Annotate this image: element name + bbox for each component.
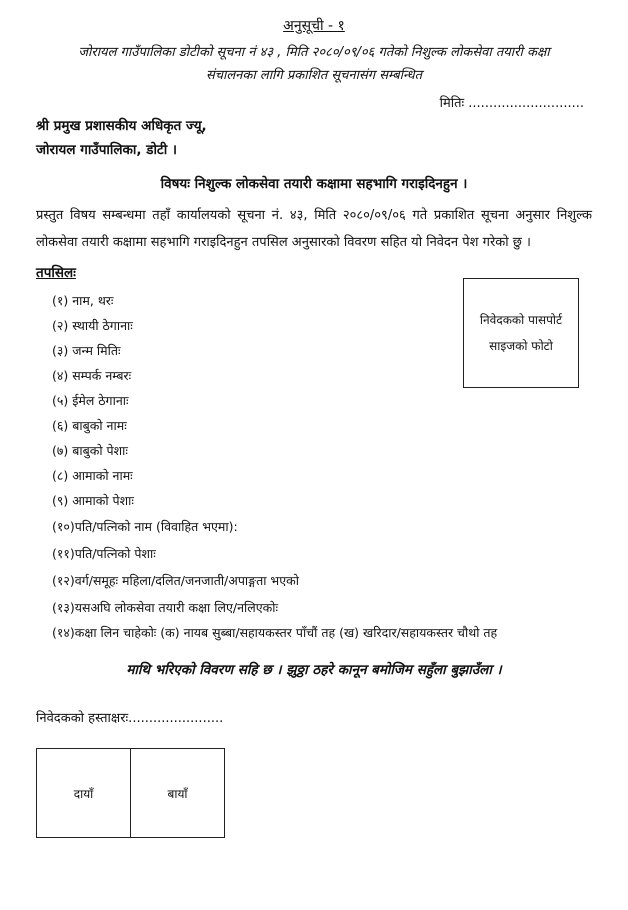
list-item: (११)पति/पत्निको पेशाः bbox=[52, 546, 156, 561]
tapasil-heading: तपसिलः bbox=[36, 265, 76, 281]
list-item: (६) बाबुको नामः bbox=[52, 418, 127, 433]
addressee-line-2: जोरायल गाउँपालिका, डोटी । bbox=[36, 142, 178, 158]
thumbprint-left-label: बायाँ bbox=[167, 786, 188, 801]
list-item: (४) सम्पर्क नम्बरः bbox=[52, 368, 132, 383]
list-item: (१३)यसअघि लोकसेवा तयारी कक्षा लिए/नलिएकोः bbox=[52, 600, 278, 615]
list-item: (३) जन्म मितिः bbox=[52, 343, 121, 358]
list-item: (१४)कक्षा लिन चाहेकोः (क) नायब सुब्बा/सहायकस्तर पाँचौं तह (ख) खरिदार/सहायकस्तर चौथो तह bbox=[52, 625, 498, 640]
list-item: (५) ईमेल ठेगानाः bbox=[52, 393, 129, 408]
thumbprint-left bbox=[130, 749, 224, 837]
photo-box-label-1: निवेदकको पासपोर्ट bbox=[479, 313, 563, 327]
declaration: माथि भरिएको विवरण सहि छ । झुठ्ठा ठहरे कानून बमोजिम सहुँला बुझाउँला । bbox=[126, 662, 502, 678]
thumbprint-right bbox=[37, 749, 130, 837]
body-paragraph: प्रस्तुत विषय सम्बन्धमा तहाँ कार्यालयको सूचना नं. ४३, मिति २०८०/०९/०६ गते प्रकाशित सूचना अनुसार निशुल्क लोकसेवा तयारी कक्षामा सहभागि गराइदिनहुन तपसिल अनुसारको विवरण सहित यो निवेदन पेश गरेको छु । bbox=[36, 208, 592, 250]
document-title: अनुसूची - १ bbox=[283, 18, 345, 34]
list-item: (८) आमाको नामः bbox=[52, 468, 133, 483]
list-item: (१२)वर्ग/समूहः महिला/दलित/जनजाती/अपाङ्गता भएको bbox=[52, 573, 299, 588]
list-item: (७) बाबुको पेशाः bbox=[52, 443, 128, 458]
list-item: (१०)पति/पत्निको नाम (विवाहित भएमा): bbox=[52, 519, 238, 534]
list-item: (१) नाम, थरः bbox=[52, 293, 114, 308]
list-item: (९) आमाको पेशाः bbox=[52, 493, 134, 508]
subject-line: विषयः निशुल्क लोकसेवा तयारी कक्षामा सहभागि गराइदिनहुन । bbox=[160, 176, 468, 192]
subtitle-line-1: जोरायल गाउँपालिका डोटीको सूचना नं ४३ , मिति २०८०/०९/०६ गतेको निशुल्क लोकसेवा तयारी कक्षा bbox=[78, 45, 550, 60]
list-item: (२) स्थायी ठेगानाः bbox=[52, 318, 133, 333]
photo-box-label-2: साइजको फोटो bbox=[489, 339, 553, 353]
addressee-line-1: श्री प्रमुख प्रशासकीय अधिकृत ज्यू, bbox=[36, 118, 207, 134]
passport-photo-box bbox=[463, 278, 579, 388]
signature-line: निवेदकको हस्ताक्षरः....................... bbox=[36, 711, 224, 726]
date-line: मितिः ............................ bbox=[439, 96, 584, 111]
thumbprint-box bbox=[36, 748, 225, 838]
thumbprint-right-label: दायाँ bbox=[73, 786, 94, 801]
subtitle-line-2: संचालनका लागि प्रकाशित सूचनासंग सम्बन्धित bbox=[205, 68, 423, 83]
